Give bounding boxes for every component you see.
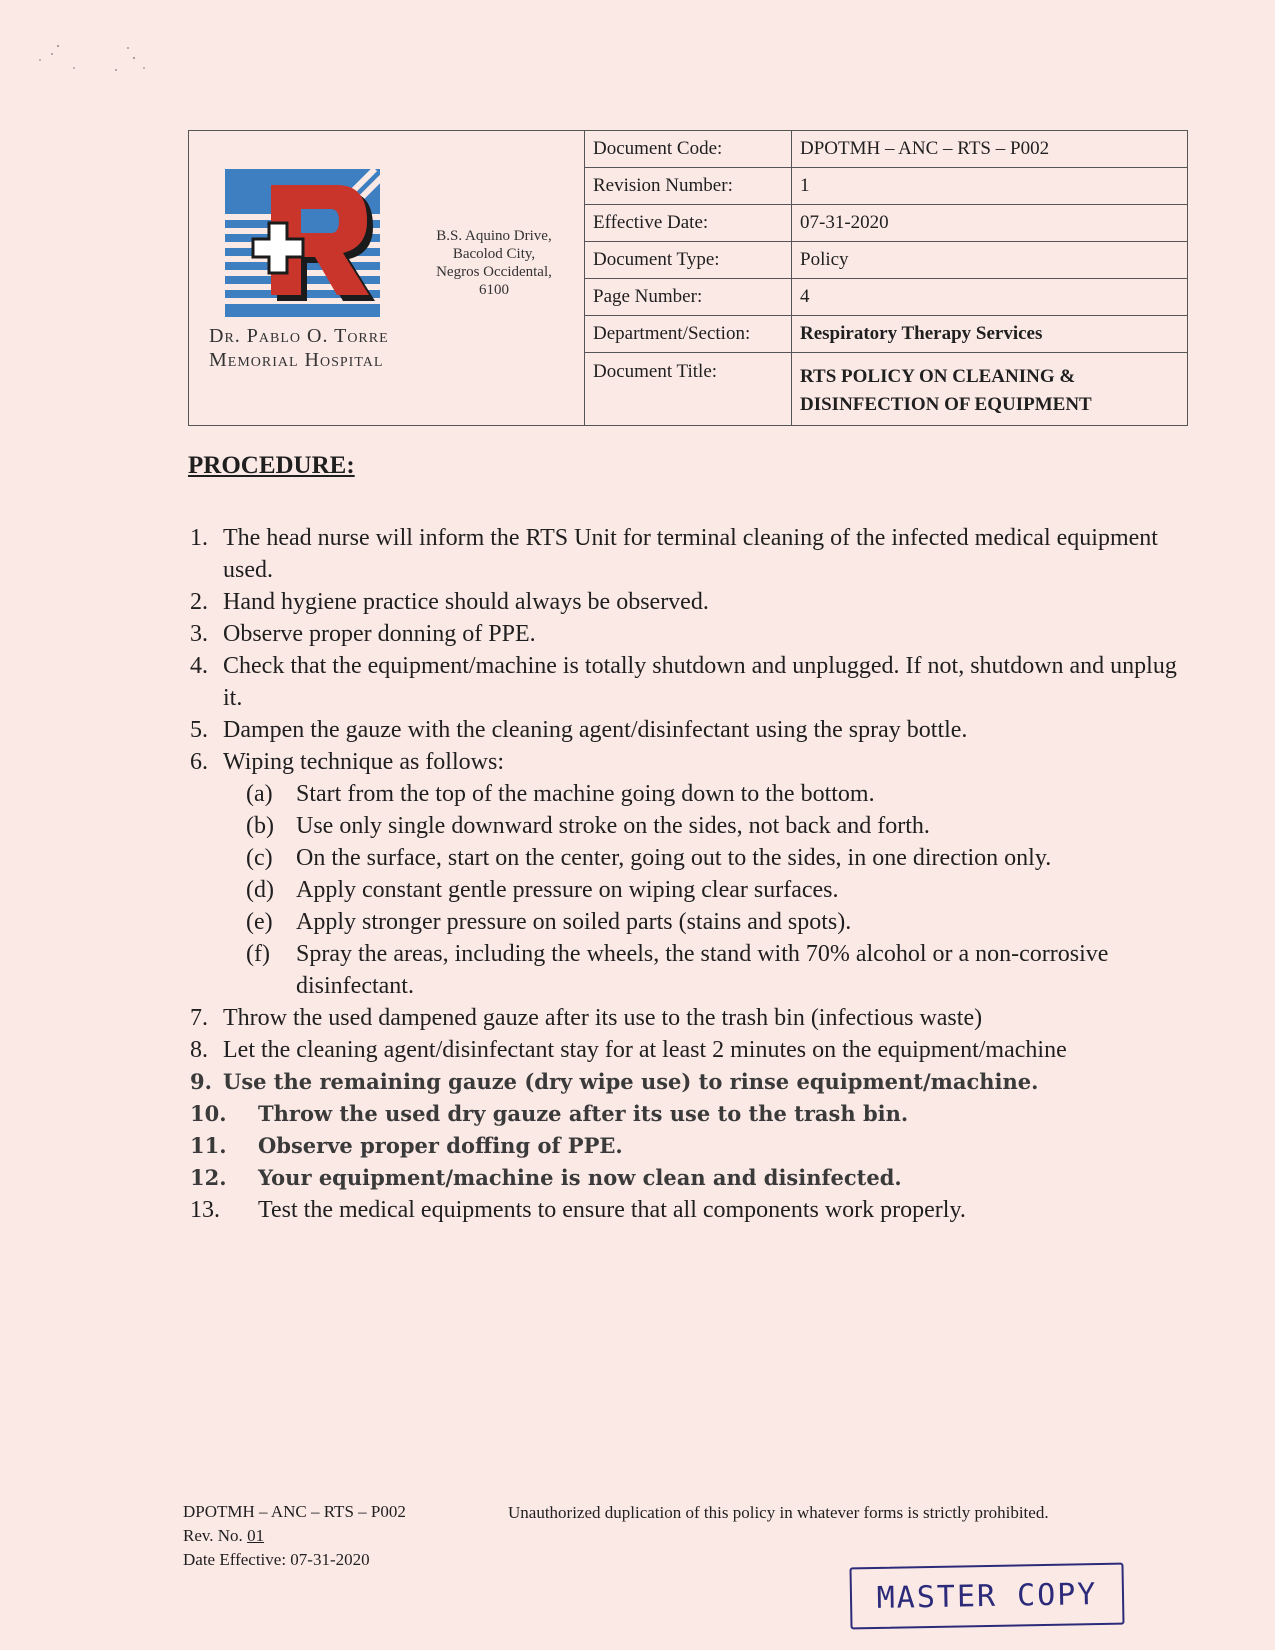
document-title-value — [792, 353, 1188, 426]
substep-letter: (f) — [246, 941, 270, 967]
footer-rev-label: Rev. No. — [183, 1526, 243, 1545]
step-text: Observe proper donning of PPE. — [223, 621, 536, 647]
sub-list-item — [190, 906, 1190, 938]
revision-number-value: 1 — [792, 168, 1188, 205]
hospital-name-line2: Memorial Hospital — [209, 349, 384, 371]
list-item — [190, 1194, 1190, 1226]
master-copy-stamp: MASTER COPY — [849, 1563, 1124, 1630]
substep-text: Apply stronger pressure on soiled parts (stains and spots). — [296, 909, 852, 935]
address-line: Negros Occidental, — [436, 264, 552, 280]
scan-specks — [30, 40, 150, 80]
step-text: Hand hygiene practice should always be observed. — [223, 589, 709, 615]
header-label: Document Type: — [585, 242, 792, 279]
list-item — [190, 618, 1190, 650]
document-title-line1: RTS POLICY ON CLEANING & — [800, 366, 1076, 387]
hospital-logo-cell — [189, 131, 585, 426]
step-number: 3. — [190, 621, 208, 647]
list-item — [190, 650, 1190, 714]
hospital-name — [209, 324, 389, 372]
step-text: Let the cleaning agent/disinfectant stay for at least 2 minutes on the equipment/machine — [223, 1037, 1067, 1063]
step-number: 13. — [190, 1197, 220, 1223]
address-line: Bacolod City, — [452, 246, 536, 262]
header-label: Document Title: — [585, 353, 792, 426]
document-code-value: DPOTMH – ANC – RTS – P002 — [792, 131, 1188, 168]
step-number: 12. — [190, 1165, 227, 1190]
substep-text: Start from the top of the machine going down to the bottom. — [296, 781, 875, 807]
footer-date — [183, 1548, 406, 1572]
procedure-list — [190, 522, 1190, 1226]
substep-letter: (c) — [246, 845, 273, 871]
step-text: The head nurse will inform the RTS Unit for terminal cleaning of the infected medical equipment used. — [223, 525, 1158, 583]
step-number: 6. — [190, 749, 208, 775]
address-line: B.S. Aquino Drive, — [436, 228, 552, 244]
substep-letter: (e) — [246, 909, 273, 935]
step-text: Test the medical equipments to ensure that all components work properly. — [258, 1197, 966, 1223]
address-line: 6100 — [479, 282, 509, 298]
step-text: Your equipment/machine is now clean and disinfected. — [258, 1165, 902, 1190]
substep-letter: (d) — [246, 877, 274, 903]
substep-text: Apply constant gentle pressure on wiping clear surfaces. — [296, 877, 839, 903]
list-item — [190, 1098, 1190, 1130]
list-item — [190, 714, 1190, 746]
list-item — [190, 1162, 1190, 1194]
department-value: Respiratory Therapy Services — [792, 316, 1188, 353]
footer-revision — [183, 1524, 406, 1548]
list-item — [190, 522, 1190, 586]
step-number: 10. — [190, 1101, 227, 1126]
step-number: 7. — [190, 1005, 208, 1031]
step-text: Observe proper doffing of PPE. — [258, 1133, 623, 1158]
footer-code: DPOTMH – ANC – RTS – P002 — [183, 1502, 406, 1521]
step-text: Dampen the gauze with the cleaning agent/disinfectant using the spray bottle. — [223, 717, 968, 743]
document-title-line2: DISINFECTION OF EQUIPMENT — [800, 394, 1092, 415]
footer-date-label: Date Effective: — [183, 1550, 287, 1569]
page-number-value: 4 — [792, 279, 1188, 316]
step-number: 9. — [190, 1069, 212, 1094]
step-number: 11. — [190, 1133, 227, 1158]
header-label: Effective Date: — [585, 205, 792, 242]
footer-document-info — [183, 1500, 406, 1572]
footer-notice: Unauthorized duplication of this policy in whatever forms is strictly prohibited. — [508, 1503, 1049, 1522]
footer-rev-value: 01 — [247, 1526, 265, 1545]
list-item — [190, 586, 1190, 618]
substep-text: Use only single downward stroke on the sides, not back and forth. — [296, 813, 930, 839]
document-header-table — [188, 130, 1188, 426]
effective-date-value: 07-31-2020 — [792, 205, 1188, 242]
hospital-logo-icon — [225, 169, 385, 319]
list-item — [190, 1034, 1190, 1066]
list-item — [190, 1002, 1190, 1034]
footer-date-value: 07-31-2020 — [290, 1550, 370, 1569]
step-text: Throw the used dry gauze after its use to the trash bin. — [258, 1101, 909, 1126]
step-text: Check that the equipment/machine is totally shutdown and unplugged. If not, shutdown and unplug it. — [223, 653, 1177, 711]
step-number: 4. — [190, 653, 208, 679]
hospital-name-line1: Dr. Pablo O. Torre — [209, 325, 389, 347]
substep-text: Spray the areas, including the wheels, the stand with 70% alcohol or a non-corrosive disinfectant. — [296, 941, 1109, 999]
step-text: Wiping technique as follows: — [223, 749, 504, 775]
list-item — [190, 746, 1190, 778]
sub-list-item — [190, 778, 1190, 810]
hospital-address — [419, 227, 569, 299]
header-label: Document Code: — [585, 131, 792, 168]
sub-list-item — [190, 874, 1190, 906]
step-number: 8. — [190, 1037, 208, 1063]
step-number: 1. — [190, 525, 208, 551]
substep-letter: (b) — [246, 813, 274, 839]
list-item — [190, 1130, 1190, 1162]
step-number: 2. — [190, 589, 208, 615]
sub-list-item — [190, 938, 1190, 1002]
header-label: Page Number: — [585, 279, 792, 316]
header-label: Revision Number: — [585, 168, 792, 205]
substep-text: On the surface, start on the center, going out to the sides, in one direction only. — [296, 845, 1052, 871]
step-text: Throw the used dampened gauze after its use to the trash bin (infectious waste) — [223, 1005, 983, 1031]
sub-list-item — [190, 810, 1190, 842]
step-number: 5. — [190, 717, 208, 743]
list-item — [190, 1066, 1190, 1098]
document-type-value: Policy — [792, 242, 1188, 279]
sub-list-item — [190, 842, 1190, 874]
header-label: Department/Section: — [585, 316, 792, 353]
step-text: Use the remaining gauze (dry wipe use) to rinse equipment/machine. — [223, 1069, 1039, 1094]
procedure-heading: PROCEDURE: — [188, 452, 355, 479]
substep-letter: (a) — [246, 781, 273, 807]
